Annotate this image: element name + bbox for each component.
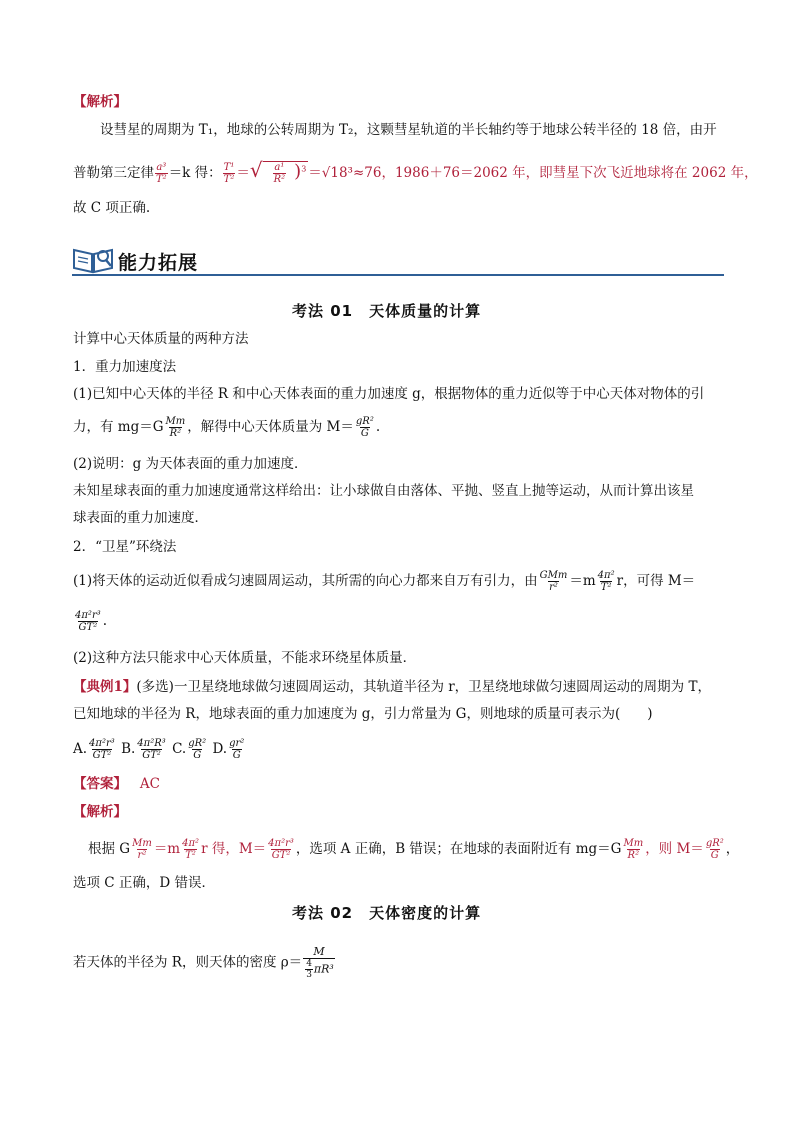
fraction: $\frac{\text{4π²}}{\text{T²}}$ (182, 838, 200, 861)
example1-analysis-tag: 【解析】 (73, 804, 127, 820)
method2-p1 (73, 946, 336, 980)
analysis-tag: 【解析】 (73, 94, 127, 110)
fraction: $\frac{\text{gR²}}{G}$ (355, 416, 374, 439)
method1-p5: (2)这种方法只能求中心天体质量，不能求环绕星体质量． (73, 650, 417, 666)
example1-solution-line1: 根据 G $\frac{Mm}{\text{r²}}$ ＝m $\frac{\text{4π²}}{\text{T²}}$ r 得，M＝ $\frac{\text{4π²r³}}{\text{GT²}}$ ，选项 A 正确，B 错误；在地球的表面附近有 mg＝G $\frac{Mm}{\text{R²}}$ ，则 M＝ $\frac{\text{gR²}}{G}$ ， (88, 838, 740, 861)
method1-p1-line1: (1)已知中心天体的半径 R 和中心天体表面的重力加速度 g，根据物体的重力近似等于中心天体对物体的引 (73, 386, 705, 402)
banner-rule (72, 274, 724, 276)
example1-line2: 已知地球的半径为 R，地球表面的重力加速度为 g，引力常量为 G，则地球的质量可表示为( ) (73, 706, 653, 722)
fraction: $\frac{\text{gr²}}{G}$ (229, 738, 245, 761)
option-b[interactable]: B. $\frac{\text{4π²R³}}{\text{GT²}}$ (121, 738, 166, 761)
text-segment: (1)将天体的运动近似看成匀速圆周运动，其所需的向心力都来自万有引力，由 (73, 573, 538, 589)
fraction: $\frac{\text{GMm}}{\text{r²}}$ (539, 570, 568, 593)
analysis-line-2: 普勒第三定律 $\frac{\text{a³}}{\text{T²}}$ ＝k 得： $\frac{\text{T¹}}{\text{T²}}$ ＝√ $\frac{\text{a¹}}{\text{R²}}$ )$^3$ ＝√18³≈76，1986＋76＝2062 年，即彗星下次飞近地球将在 2062 年， (73, 158, 758, 185)
fraction: $\frac{\text{4π²r³}}{\text{GT²}}$ (75, 610, 101, 633)
example1-line1 (73, 677, 711, 697)
method1-heading-1: 1．重力加速度法 (73, 359, 177, 375)
fraction: $\frac{\text{gR²}}{G}$ (188, 738, 207, 761)
option-d[interactable]: D. $\frac{\text{gr²}}{G}$ (212, 738, 245, 761)
method1-p3-line2: 球表面的重力加速度． (73, 510, 208, 526)
text-segment: ＝m (569, 573, 596, 589)
text-segment: 力，有 mg＝G (73, 419, 164, 435)
fraction: $\frac{\text{4π²R³}}{\text{GT²}}$ (137, 738, 166, 761)
example-tag: 【典例1】 (73, 679, 137, 695)
text-segment: ，选项 A 正确，B 错误；在地球的表面附近有 mg＝G (295, 841, 622, 857)
sqrt-expression: $\frac{\text{a¹}}{\text{R²}}$ )$^3$ (263, 161, 309, 185)
text-segment: ，解得中心天体质量为 M＝ (187, 419, 354, 435)
text-segment: ＝k 得： (168, 165, 222, 181)
fraction: $\frac{\text{gR²}}{G}$ (705, 838, 724, 861)
answer-tag: 【答案】 (73, 776, 127, 792)
answer-value: AC (139, 776, 160, 792)
method1-heading-2: 2．“卫星”环绕法 (73, 539, 177, 555)
text-segment: 普勒第三定律 (73, 165, 154, 181)
fraction: $\frac{\text{4π²}}{\text{T²}}$ (597, 570, 615, 593)
fraction: $\frac{\text{4π²r³}}{\text{GT²}}$ (89, 738, 115, 761)
fraction: $\frac{Mm}{\text{R²}}$ (165, 416, 186, 439)
fraction: $\frac{Mm}{\text{R²}}$ (623, 838, 644, 861)
analysis-line-3: 故 C 项正确. (73, 200, 151, 216)
method1-title: 考法 01 天体质量的计算 (292, 302, 482, 320)
banner-title: 能力拓展 (118, 252, 199, 274)
book-icon (72, 242, 114, 274)
method2-title: 考法 02 天体密度的计算 (292, 904, 482, 922)
example1-answer (73, 774, 160, 794)
analysis-line-1: 设彗星的周期为 T₁，地球的公转周期为 T₂，这颗彗星轨道的半长轴约等于地球公转半径的 18 倍，由开 (100, 122, 717, 138)
method1-p2: (2)说明：g 为天体表面的重力加速度． (73, 456, 308, 472)
fraction: $\frac{\text{T¹}}{\text{T²}}$ (223, 162, 235, 185)
example1-solution-line2: 选项 C 正确，D 错误． (73, 875, 216, 891)
text-segment: (多选)一卫星绕地球做匀速圆周运动，其轨道半径为 r，卫星绕地球做匀速圆周运动的周期为 T， (136, 679, 711, 695)
method1-p1-line2: 力，有 mg＝G $\frac{Mm}{\text{R²}}$ ，解得中心天体质量为 M＝ $\frac{\text{gR²}}{G}$ . (73, 416, 381, 439)
method1-p4-line2: $\frac{\text{4π²r³}}{\text{GT²}}$ . (75, 610, 108, 633)
fraction: $\frac{Mm}{\text{r²}}$ (132, 838, 152, 861)
density-fraction: M $\frac{4}{3}$ πR³ (303, 946, 335, 980)
option-c[interactable]: C. $\frac{\text{gR²}}{G}$ (172, 738, 207, 761)
text-segment: 若天体的半径为 R，则天体的密度 ρ＝ (73, 954, 303, 971)
method1-p3-line1: 未知星球表面的重力加速度通常这样给出：让小球做自由落体、平抛、竖直上抛等运动，从而计算出该星 (73, 483, 694, 499)
example1-options (73, 738, 246, 761)
text-segment: 根据 G (88, 841, 131, 857)
fraction: $\frac{\text{a³}}{\text{T²}}$ (156, 162, 167, 185)
text-segment: r，可得 M＝ (616, 573, 696, 589)
method1-p4-line1 (73, 570, 695, 593)
method1-intro: 计算中心天体质量的两种方法 (73, 331, 249, 347)
fraction: $\frac{\text{4π²r³}}{\text{GT²}}$ (268, 838, 294, 861)
option-a[interactable]: A. $\frac{\text{4π²r³}}{\text{GT²}}$ (73, 738, 115, 761)
